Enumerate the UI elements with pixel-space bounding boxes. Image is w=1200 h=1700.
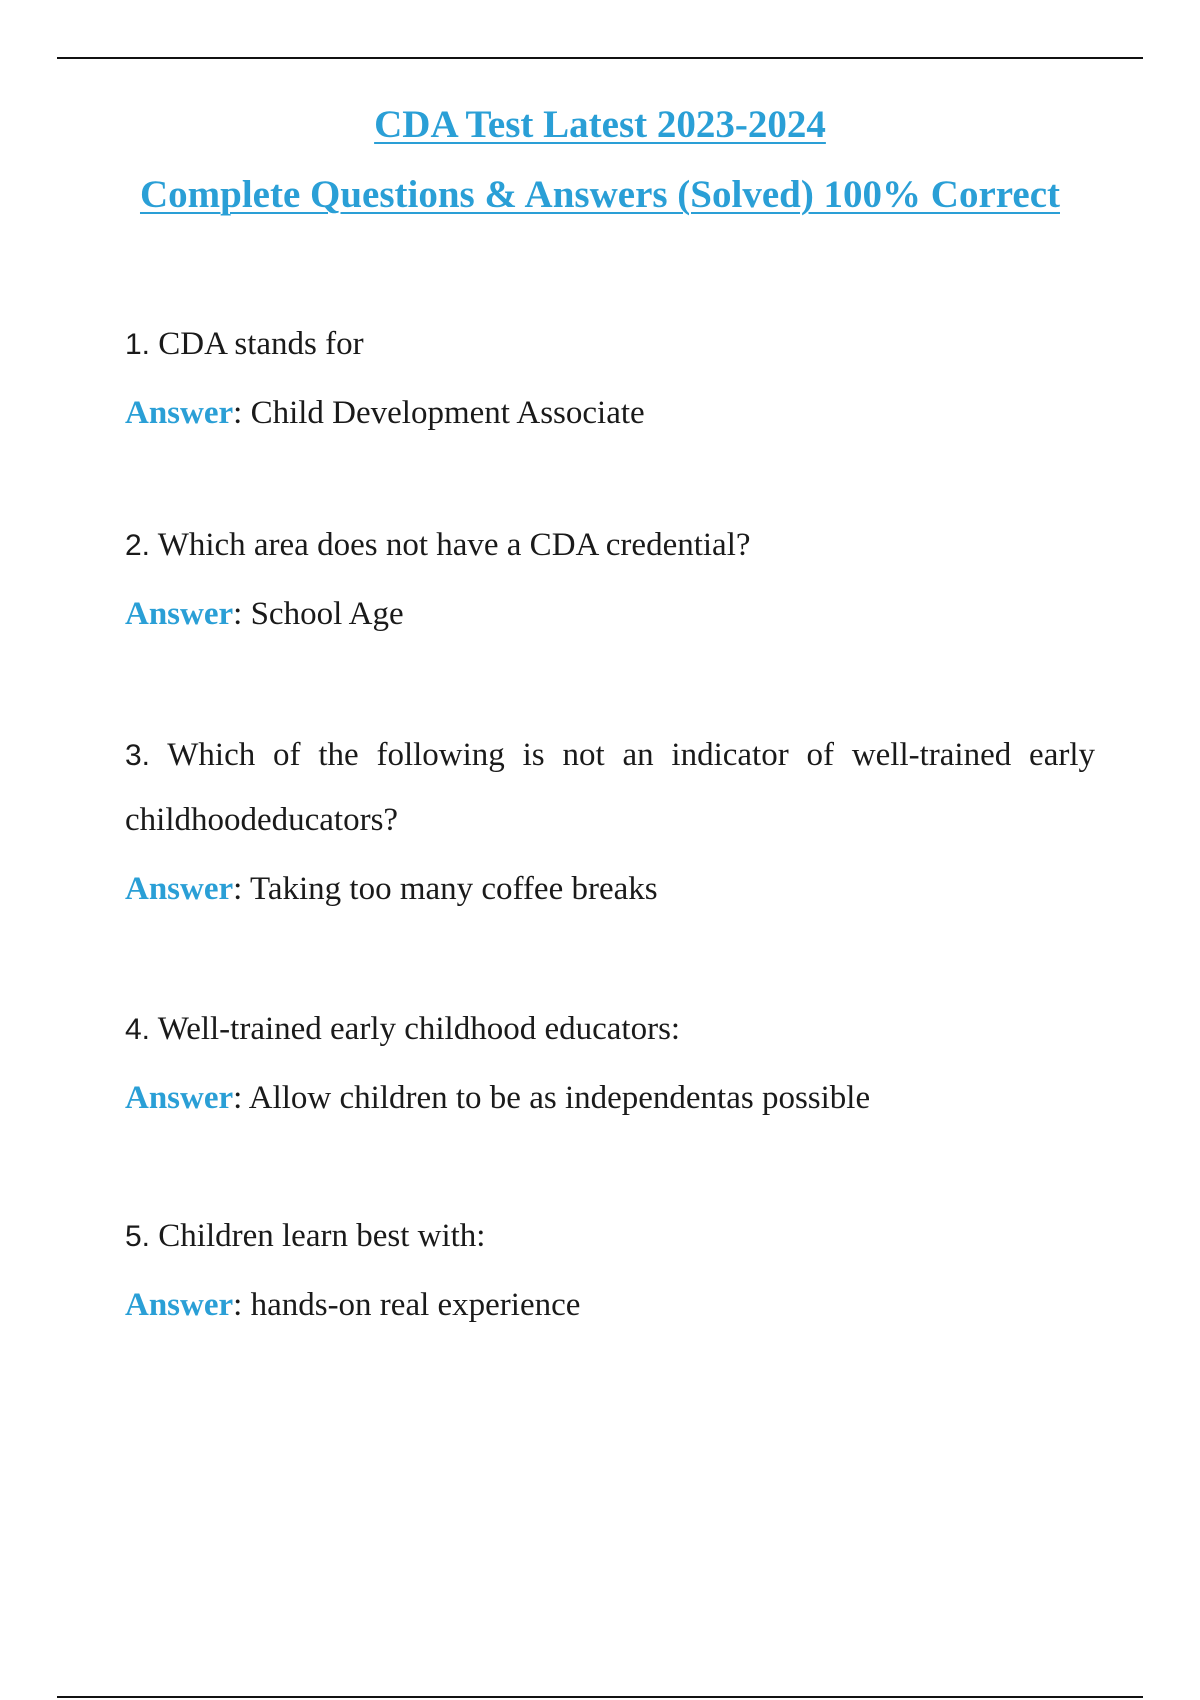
question-text: CDA stands for xyxy=(158,326,364,362)
title-line-2: Complete Questions & Answers (Solved) 100% Correct xyxy=(139,173,1060,216)
answer-label: Answer xyxy=(125,395,234,431)
question-number: 1. xyxy=(125,328,151,361)
document-title xyxy=(0,105,1200,214)
answer-text: Child Development Associate xyxy=(250,395,645,431)
question-5 xyxy=(125,1204,1095,1269)
question-3 xyxy=(125,723,1095,853)
question-text: Well-trained early childhood educators: xyxy=(157,1011,681,1047)
question-1 xyxy=(125,312,1095,377)
answer-4: Answer: Allow children to be as independentas possible xyxy=(125,1080,871,1116)
answer-label: Answer xyxy=(125,596,234,632)
answer-label: Answer xyxy=(125,871,234,907)
answer-5: Answer: hands-on real experience xyxy=(125,1287,581,1323)
qa-list xyxy=(125,312,1095,1329)
answer-text: Allow children to be as independentas possible xyxy=(248,1080,871,1116)
answer-label: Answer xyxy=(125,1080,234,1116)
question-text: Children learn best with: xyxy=(158,1218,486,1254)
question-number: 2. xyxy=(125,529,151,562)
answer-3: Answer: Taking too many coffee breaks xyxy=(125,871,658,907)
top-rule xyxy=(57,57,1143,59)
question-2 xyxy=(125,513,1095,578)
answer-label: Answer xyxy=(125,1287,234,1323)
bottom-rule xyxy=(57,1696,1143,1698)
answer-2: Answer: School Age xyxy=(125,596,404,632)
answer-1: Answer: Child Development Associate xyxy=(125,395,645,431)
qa-item-2 xyxy=(125,513,1095,638)
qa-item-1 xyxy=(125,312,1095,437)
qa-item-3 xyxy=(125,723,1095,913)
question-number: 4. xyxy=(125,1013,151,1046)
answer-text: Taking too many coffee breaks xyxy=(249,871,658,907)
answer-text: School Age xyxy=(250,596,404,632)
qa-item-4 xyxy=(125,997,1095,1122)
answer-text: hands-on real experience xyxy=(250,1287,581,1323)
title-line-1: CDA Test Latest 2023-2024 xyxy=(374,103,826,146)
question-4 xyxy=(125,997,1095,1062)
question-number: 5. xyxy=(125,1220,151,1253)
qa-item-5 xyxy=(125,1204,1095,1329)
question-text: Which of the following is not an indicator of well-trained early childhoodeducators? xyxy=(125,737,1096,838)
question-text: Which area does not have a CDA credential? xyxy=(157,527,751,563)
question-number: 3. xyxy=(125,739,151,772)
